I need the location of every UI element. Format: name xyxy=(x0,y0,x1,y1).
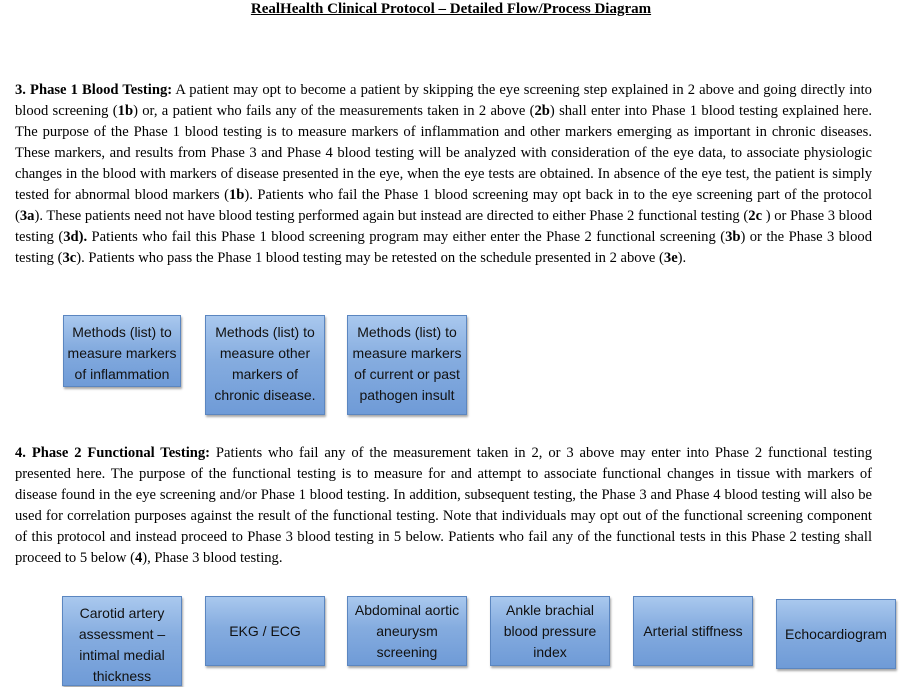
method-box-inflammation: Methods (list) to measure markers of inflammation xyxy=(63,315,181,387)
phase1-text: ) shall enter into Phase 1 blood testing explained here. The purpose of the Phase 1 blood testing is to measure markers of inflammation and other markers emerging as important in chronic diseases. These markers, and results from Phase 3 and Phase 4 blood testing will be analyzed with consideration of the eye data, to associate physiologic changes in the blood with markers of disease presented in the eye, when the eye tests are obtained. In absence of the eye test, the patient is simply tested for abnormal blood markers ( xyxy=(15,103,872,203)
ref-code: 3d). xyxy=(63,229,88,245)
ref-code: 4 xyxy=(134,550,143,566)
test-box-carotid-artery: Carotid artery assessment – intimal medial thickness xyxy=(62,596,182,686)
test-box-ekg-ecg: EKG / ECG xyxy=(205,596,325,666)
phase2-text: Patients who fail any of the measurement taken in 2, or 3 above may enter into Phase 2 functional testing presented here. The purpose of the functional testing is to measure for and attempt to associate functional changes in tissue with markers of disease found in the eye screening and/or Phase 1 blood testing. In addition, subsequent testing, the Phase 3 and Phase 4 blood testing will also be used for correlation purposes against the result of the functional testing. Note that individuals may opt out of the functional screening component of this protocol and instead proceed to Phase 3 blood testing in 5 below. Patients who fail any of the functional tests in this Phase 2 testing shall proceed to 5 below ( xyxy=(15,445,872,566)
phase2-paragraph xyxy=(15,443,872,569)
phase1-text: A patient may opt to become a patient by skipping the eye screening step explained in 2 above and going directly into blood screening ( xyxy=(15,82,872,119)
ref-code: 3a xyxy=(19,208,35,224)
test-box-echocardiogram: Echocardiogram xyxy=(776,599,896,669)
phase1-paragraph xyxy=(15,80,872,269)
phase1-heading: 3. Phase 1 Blood Testing: xyxy=(15,82,173,98)
page-title: RealHealth Clinical Protocol – Detailed Flow/Process Diagram xyxy=(250,1,652,17)
phase2-text: ), Phase 3 blood testing. xyxy=(142,550,283,566)
phase2-heading: 4. Phase 2 Functional Testing: xyxy=(15,445,211,461)
ref-code: 1b xyxy=(228,187,245,203)
ref-code: 2b xyxy=(534,103,550,119)
ref-code: 3e xyxy=(663,250,678,266)
phase1-text: ). xyxy=(677,250,687,266)
test-box-ankle-brachial: Ankle brachial blood pressure index xyxy=(490,596,610,666)
test-box-abdominal-aortic: Abdominal aortic aneurysm screening xyxy=(347,596,467,666)
phase1-text: ). Patients who pass the Phase 1 blood testing may be retested on the schedule presented in 2 above ( xyxy=(76,250,664,266)
ref-code: 1b xyxy=(117,103,134,119)
phase1-text: ). Patients who fail the Phase 1 blood screening may opt back in to the eye screening part of the protocol ( xyxy=(15,187,873,224)
ref-code: 3c xyxy=(62,250,77,266)
ref-code: 2c xyxy=(748,208,763,224)
phase1-text: ) or, a patient who fails any of the measurements taken in 2 above ( xyxy=(133,103,535,119)
ref-code: 3b xyxy=(725,229,741,245)
test-box-arterial-stiffness: Arterial stiffness xyxy=(633,596,753,666)
phase1-text: Patients who fail this Phase 1 blood screening program may either enter the Phase 2 functional screening ( xyxy=(87,229,726,245)
method-box-chronic-disease: Methods (list) to measure other markers of chronic disease. xyxy=(205,315,325,415)
phase1-text: ). These patients need not have blood testing performed again but instead are directed to either Phase 2 functional testing ( xyxy=(34,208,749,224)
phase1-text: ) or the Phase 3 blood testing ( xyxy=(15,229,872,266)
phase1-text: ) or Phase 3 blood testing ( xyxy=(15,208,872,245)
method-box-pathogen-insult: Methods (list) to measure markers of current or past pathogen insult xyxy=(347,315,467,415)
